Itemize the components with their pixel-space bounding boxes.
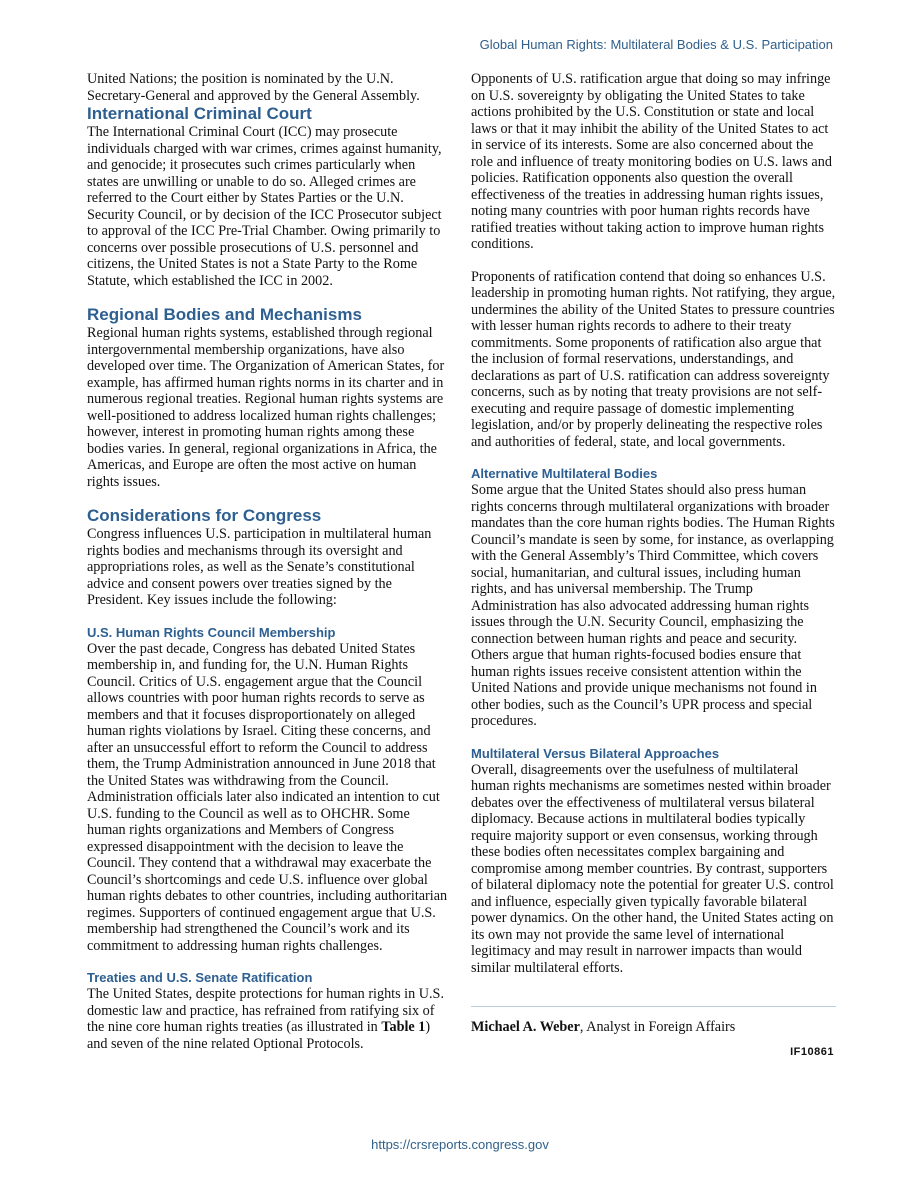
- subheading-alternative-bodies: Alternative Multilateral Bodies: [471, 466, 658, 481]
- author-title: , Analyst in Foreign Affairs: [579, 1019, 736, 1035]
- report-id: IF10861: [790, 1045, 834, 1058]
- proponents-paragraph: Proponents of ratification contend that doing so enhances U.S. leadership in promoting human rights. Not ratifying, they argue, undermines the ability of the United States to pressure countries with lesser human rights records to adhere to their treaty commitments. Some proponents of ratification also argue that the inclusion of formal reservations, understandings, and declarations as part of U.S. ratification can address sovereignty concerns, such as by noting that treaty provisions are not self-executing and require passage of domestic implementing legislation, and/or by properly delineating the respective roles and authorities of federal, state, and local governments.: [471, 268, 836, 450]
- icc-paragraph: The International Criminal Court (ICC) may prosecute individuals charged with war crimes, crimes against humanity, and genocide; it prosecutes such crimes particularly when states are unwilling or unable to do so. Alleged crimes are referred to the Court either by States Parties or the U.N. Security Council, or by decision of the ICC Prosecutor subject to approval of the ICC Pre-Trial Chamber. Owing primarily to concerns over possible prosecutions of U.S. personnel and citizens, the United States is not a State Party to the Rome Statute, which established the ICC in 2002.: [87, 124, 442, 289]
- treaties-paragraph: [87, 986, 449, 1052]
- subheading-treaties: Treaties and U.S. Senate Ratification: [87, 970, 313, 985]
- subheading-multilateral-vs-bilateral: Multilateral Versus Bilateral Approaches: [471, 745, 720, 761]
- opponents-paragraph: Opponents of U.S. ratification argue that doing so may infringe on U.S. sovereignty by obligating the United States to take actions prohibited by the U.S. Constitution or state and local laws or that it may inhibit the ability of the United States to act in service of its interests. Some are also concerned about the role and influence of treaty monitoring bodies on U.S. laws and policies. Ratification opponents also question the overall effectiveness of the treaties in addressing human rights issues, noting many countries with poor human rights records have ratified treaties without taking action to improve human rights conditions.: [471, 71, 832, 252]
- running-header: Global Human Rights: Multilateral Bodies & U.S. Participation: [479, 37, 833, 52]
- section-heading-regional: Regional Bodies and Mechanisms: [87, 305, 362, 324]
- regional-paragraph: Regional human rights systems, established through regional intergovernmental membership organizations, have also developed over time. The Organization of American States, for example, has affirmed human rights norms in its charter and in numerous regional treaties. Regional human rights systems are well-positioned to address localized human rights challenges; however, interest in promoting human rights among these bodies varies. In general, regional organizations in Africa, the Americas, and Europe are often the most active on human rights issues.: [87, 325, 445, 490]
- hrc-paragraph: Over the past decade, Congress has debated United States membership in, and funding for, the U.N. Human Rights Council. Critics of U.S. engagement argue that the Council allows countries with poor human rights records to serve as members and that it focuses disproportionately on alleged human rights violations by Israel. Citing these concerns, and after an unsuccessful effort to reform the Council to address them, the Trump Administration announced in June 2018 that the United States was withdrawing from the Council. Administration officials later also indicated an intention to cut U.S. funding to the Council as well as to OHCHR. Some human rights organizations and Members of Congress expressed disappointment with the decision to leave the Council. They contend that a withdrawal may exacerbate the Council’s shortcomings and cede U.S. influence over global human rights debates to other countries, including authoritarian regimes. Supporters of continued engagement argue that U.S. membership had strengthened the Council’s work and its commitment to addressing human rights challenges.: [87, 640, 448, 954]
- multilateral-vs-bilateral-paragraph: Overall, disagreements over the usefulness of multilateral human rights mechanisms are sometimes nested within broader debates over the effectiveness of multilateral versus bilateral diplomacy. Because actions in multilateral bodies typically require majority support or even consensus, working through these bodies often necessitates complex bargaining and compromise among member countries. By contrast, supporters of bilateral diplomacy note the potential for greater U.S. control and influence, especially given typically favorable bilateral power dynamics. On the other hand, the United States acting on its own may not provide the same level of international legitimacy and may result in narrower impacts than would similar multilateral efforts.: [471, 761, 834, 976]
- author-name: Michael A. Weber: [471, 1019, 580, 1035]
- subheading-hrc-membership: U.S. Human Rights Council Membership: [87, 624, 336, 640]
- footer-url-link[interactable]: https://crsreports.congress.gov: [371, 1137, 549, 1152]
- intro-continuation: United Nations; the position is nominated by the U.N. Secretary-General and approved by the General Assembly.: [87, 71, 420, 104]
- author-byline: [471, 1006, 836, 1036]
- treaties-text-b: ) and seven of the nine related Optional Protocols.: [87, 1019, 431, 1052]
- section-heading-congress: Considerations for Congress: [87, 506, 322, 525]
- treaties-text-a: The United States, despite protections for human rights in U.S. domestic law and practice, has refrained from ratifying six of the nine core human rights treaties (as illustrated in: [87, 986, 444, 1035]
- left-column: [87, 71, 449, 1052]
- alternative-bodies-paragraph: Some argue that the United States should also press human rights concerns through multilateral organizations with broader mandates than the core human rights bodies. The Human Rights Council’s mandate is seen by some, for instance, as overlapping with the General Assembly’s Third Committee, which covers social, humanitarian, and cultural issues, including human rights, and has universal membership. The Trump Administration has also advocated addressing human rights issues through the U.N. Security Council, emphasizing the connection between human rights and peace and security. Others argue that human rights-focused bodies ensure that human rights issues receive consistent attention within the United Nations and provide unique mechanisms not found in other bodies, such as the Council’s UPR process and special procedures.: [471, 482, 835, 729]
- table-1-reference: Table 1: [381, 1019, 426, 1035]
- section-heading-icc: International Criminal Court: [87, 104, 312, 123]
- congress-paragraph: Congress influences U.S. participation in multilateral human rights bodies and mechanisms through its oversight and appropriations roles, as well as the Senate’s constitutional advice and consent powers over treaties signed by the President. Key issues include the following:: [87, 526, 432, 608]
- right-column: [471, 71, 836, 1060]
